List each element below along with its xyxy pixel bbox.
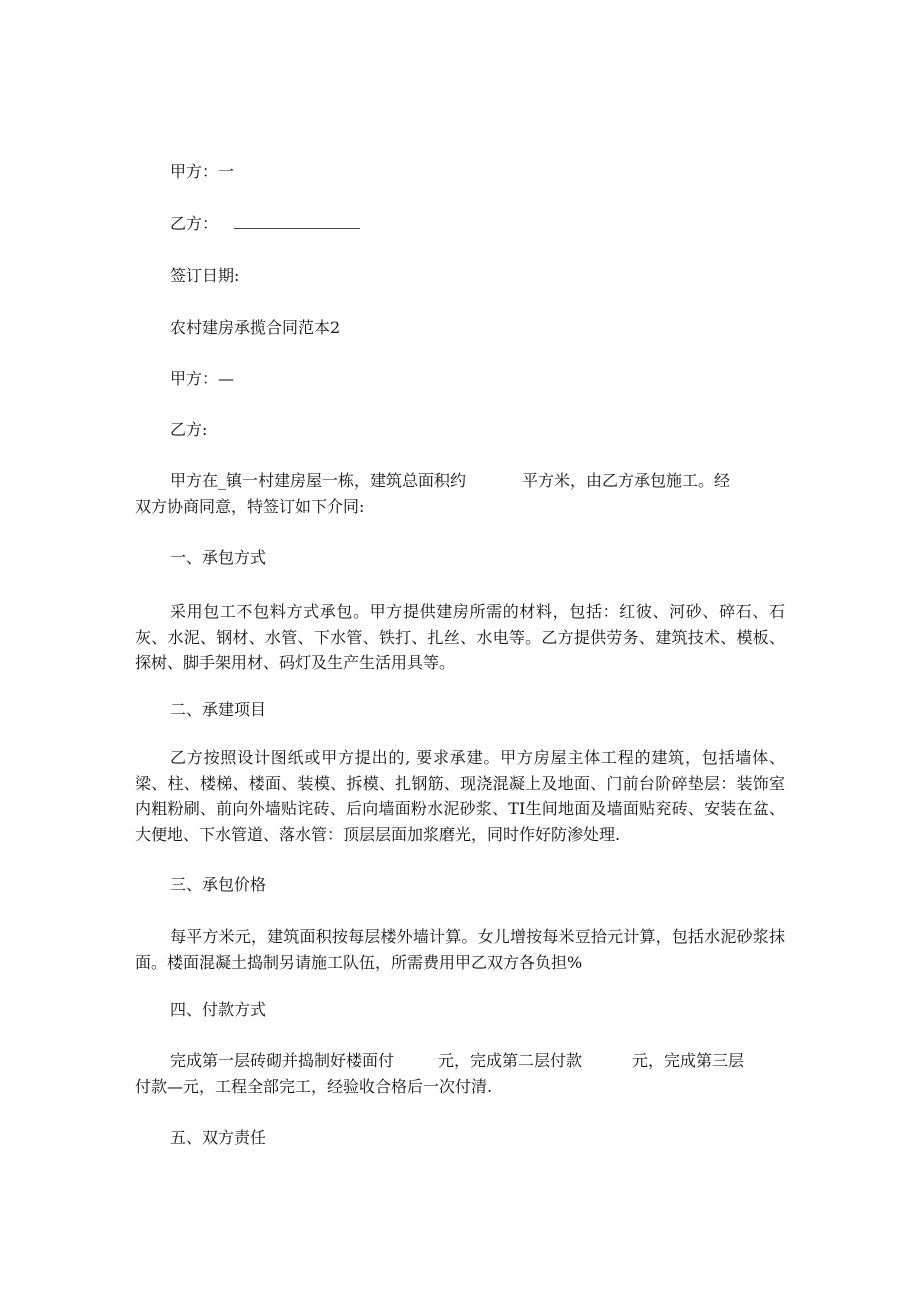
party-b-line-2: 乙方: [170, 420, 208, 439]
payment-text-2: 元，完成第二层付款 [438, 1051, 583, 1070]
section-1-body: 采用包工不包料方式承包。甲方提供建房所需的材料，包括：红彼、河砂、碎石、石灰、水泥、钢材、水管、下水管、铁打、扎丝、水电等。乙方提供劳务、建筑技术、模板、探树、脚手架用材、码灯及生产生活用具等。 [135, 602, 785, 672]
intro-line-1 [170, 471, 730, 491]
section-2-body: 乙方按照设计图纸或甲方提出的, 要求承建。甲方房屋主体工程的建筑，包括墙体、梁、柱、楼梯、楼面、装模、拆模、扎钢筋、现浇混凝上及地面、门前台阶碎垫层：装饰室内粗粉刷、前向外墙贴诧砖、后向墙面粉水泥砂浆、TI生间地面及墙面贴兖砖、安装在盆、大便地、下水管道、落水管：顶层层面加浆磨光，同时作好防渗处理. [135, 748, 785, 844]
section-3-title: 三、承包价格 [170, 875, 267, 894]
intro-text-1: 甲方在_镇一村建房屋一栋，建筑总面积约 [170, 471, 467, 490]
section-3-body: 每平方米元，建筑面积按每层楼外墙计算。女儿增按每米豆拾元计算，包括水泥砂浆抹面。楼面混凝土捣制另请施工队伍，所需费用甲乙双方各负担% [135, 927, 785, 972]
sign-date-line: 签订日期: [170, 266, 240, 285]
payment-text-3: 元，完成第三层 [632, 1051, 745, 1070]
contract-title: 农村建房承揽合同范本2 [170, 318, 341, 337]
section-4-title: 四、付款方式 [170, 1000, 267, 1019]
intro-text-2: 平方米，由乙方承包施工。经 [522, 471, 731, 490]
section-1-title: 一、承包方式 [170, 548, 267, 567]
section-2-title: 二、承建项目 [170, 700, 267, 719]
payment-text-1: 完成第一层砖砌并捣制好楼面付 [170, 1051, 395, 1070]
payment-line-2: 付款—元，工程全部完工，经验收合格后一次付清. [135, 1077, 493, 1096]
party-a-line-2: 甲方：— [170, 369, 235, 388]
party-b-label: 乙方： [170, 214, 219, 233]
intro-line-2: 双方协商同意，特签订如下介同: [135, 497, 365, 516]
party-b-blank [234, 216, 360, 229]
party-a-line-1: 甲方：一 [170, 162, 235, 181]
section-5-title: 五、双方责任 [170, 1128, 267, 1147]
payment-line-1 [170, 1051, 744, 1071]
party-b-line-1 [170, 214, 360, 234]
